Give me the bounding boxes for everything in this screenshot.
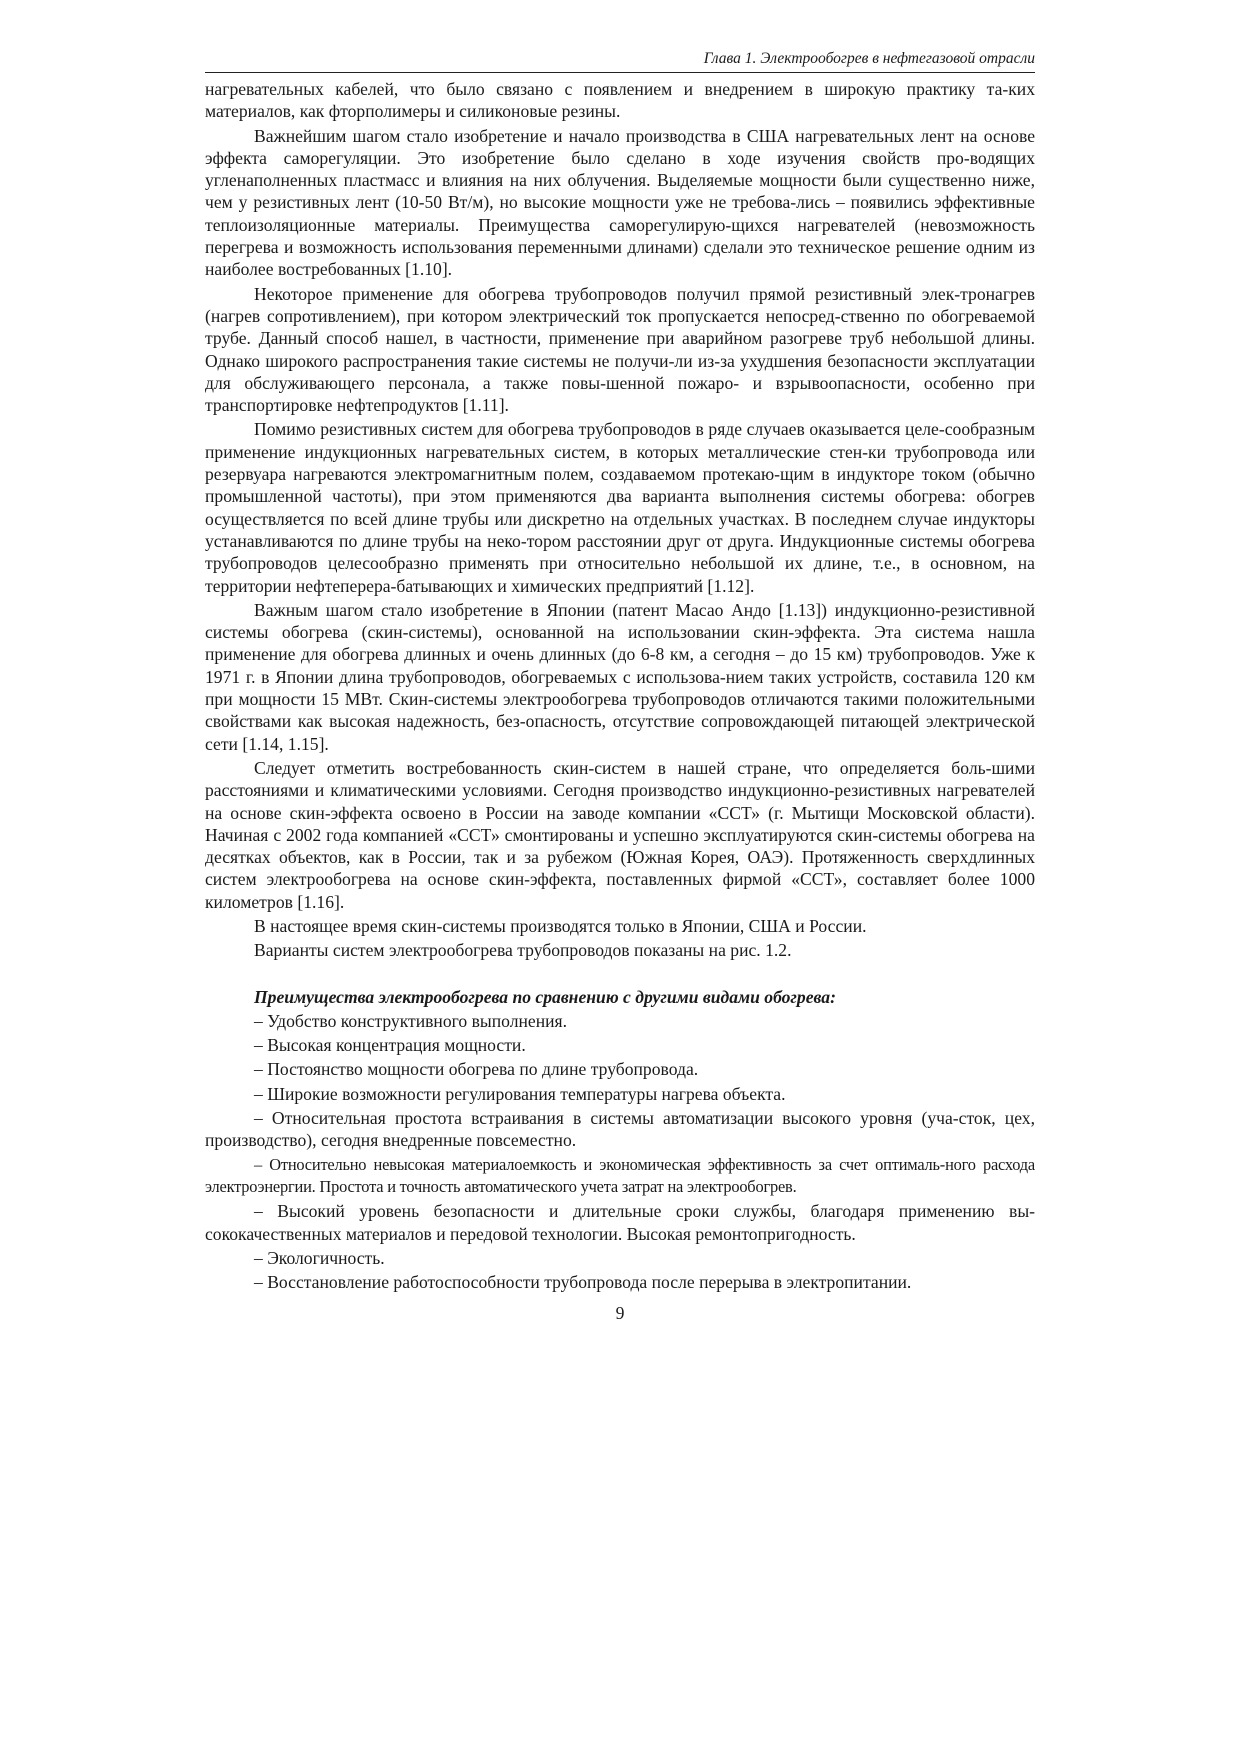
advantage-item: – Высокая концентрация мощности.: [254, 1035, 526, 1056]
advantage-item: – Широкие возможности регулирования температуры нагрева объекта.: [254, 1083, 786, 1104]
advantage-item: – Относительная простота встраивания в системы автоматизации высокого уровня (уча-сток, цех, производство), сегодня внедренные повсеместно.: [205, 1108, 1035, 1151]
body-text: [205, 78, 1035, 1293]
document-page: [205, 50, 1035, 1324]
paragraph-direct-resistive: Некоторое применение для обогрева трубопроводов получил прямой резистивный элек-тронагрев (нагрев сопротивлением), при котором электрический ток пропускается непосред-ственно по обогреваемой трубе. Данный способ нашел, в частности, применение при аварийном разогреве труб небольшой длины. Однако широкого распространения такие системы не получи-ли из-за ухудшения безопасности эксплуатации для обслуживающего персонала, а также повы-шенной пожаро- и взрывоопасности, особенно при транспортировке нефтепродуктов [1.11].: [205, 283, 1035, 416]
paragraph-induction: Помимо резистивных систем для обогрева трубопроводов в ряде случаев оказывается целе-сообразным применение индукционных нагревательных систем, в которых металлические стен-ки трубопровода или резервуара нагреваются электромагнитным полем, создаваемом протекаю-щим в индукторе током (обычно промышленной частоты), при этом применяются два варианта выполнения системы обогрева: обогрев осуществляется по всей длине трубы или дискретно на отдельных участках. В последнем случае индукторы устанавливаются по длине трубы на неко-тором расстоянии друг от друга. Индукционные системы обогрева трубопроводов целесообразно применять при относительно небольшой их длине, т.е., в основном, на территории нефтеперера-батывающих и химических предприятий [1.12].: [205, 419, 1035, 596]
page-number: 9: [615, 1303, 625, 1324]
paragraph-countries: В настоящее время скин-системы производятся только в Японии, США и России.: [254, 915, 867, 936]
advantage-item: – Постоянство мощности обогрева по длине трубопровода.: [254, 1059, 699, 1080]
paragraph-figure-reference: Варианты систем электрообогрева трубопроводов показаны на рис. 1.2.: [254, 940, 792, 961]
paragraph-skin-system-japan: Важным шагом стало изобретение в Японии (патент Масао Андо [1.13]) индукционно-резистивной системы обогрева (скин-системы), основанной на использовании скин-эффекта. Эта система нашла применение для обогрева длинных и очень длинных (до 6-8 км, а сегодня – до 15 км) трубопроводов. Уже к 1971 г. в Японии длина трубопроводов, обогреваемых с использова-нием таких устройств, составила 120 км при мощности 15 МВт. Скин-системы электрообогрева трубопроводов отличаются такими положительными свойствами как высокая надежность, без-опасность, отсутствие сопровождающей питающей электрической сети [1.14, 1.15].: [205, 599, 1035, 754]
advantage-item: – Экологичность.: [254, 1247, 385, 1268]
paragraph-skin-system-russia: Следует отметить востребованность скин-систем в нашей стране, что определяется боль-шими расстояниями и климатическими условиями. Сегодня производство индукционно-резистивных нагревателей на основе скин-эффекта освоено в России на заводе компании «ССТ» (г. Мытищи Московской области). Начиная с 2002 года компанией «ССТ» смонтированы и успешно эксплуатируются скин-системы обогрева на десятках объектов, как в России, так и за рубежом (Южная Корея, ОАЭ). Протяженность сверхдлинных систем электрообогрева на основе скин-эффекта, поставленных фирмой «ССТ», составляет более 1000 километров [1.16].: [205, 757, 1035, 912]
paragraph-self-regulating: Важнейшим шагом стало изобретение и начало производства в США нагревательных лент на основе эффекта саморегуляции. Это изобретение было сделано в ходе изучения свойств про-водящих угленаполненных пластмасс и влияния на них облучения. Выделяемые мощности были существенно ниже, чем у резистивных лент (10-50 Вт/м), но высокие мощности уже не требова-лись – появились эффективные теплоизоляционные материалы. Преимущества саморегулирую-щихся нагревателей (невозможность перегрева и возможность использования переменными длинами) сделали это техническое решение одним из наиболее востребованных [1.10].: [205, 125, 1035, 280]
paragraph-continuation: нагревательных кабелей, что было связано с появлением и внедрением в широкую практику та-ких материалов, как фторполимеры и силиконовые резины.: [205, 79, 1035, 122]
advantage-item: – Удобство конструктивного выполнения.: [254, 1010, 568, 1031]
advantage-item: – Восстановление работоспособности трубопровода после перерыва в электропитании.: [254, 1272, 912, 1293]
advantages-heading: Преимущества электрообогрева по сравнению с другими видами обогрева:: [254, 986, 836, 1007]
advantage-item: – Относительно невысокая материалоемкость и экономическая эффективность за счет оптималь-ного расхода электроэнергии. Простота и точность автоматического учета затрат на электрообогрев.: [205, 1154, 1035, 1196]
advantage-item: – Высокий уровень безопасности и длительные сроки службы, благодаря применению вы-сококачественных материалов и передовой технологии. Высокая ремонтопригодность.: [205, 1201, 1035, 1244]
running-header: Глава 1. Электрообогрев в нефтегазовой отрасли: [205, 50, 1035, 73]
